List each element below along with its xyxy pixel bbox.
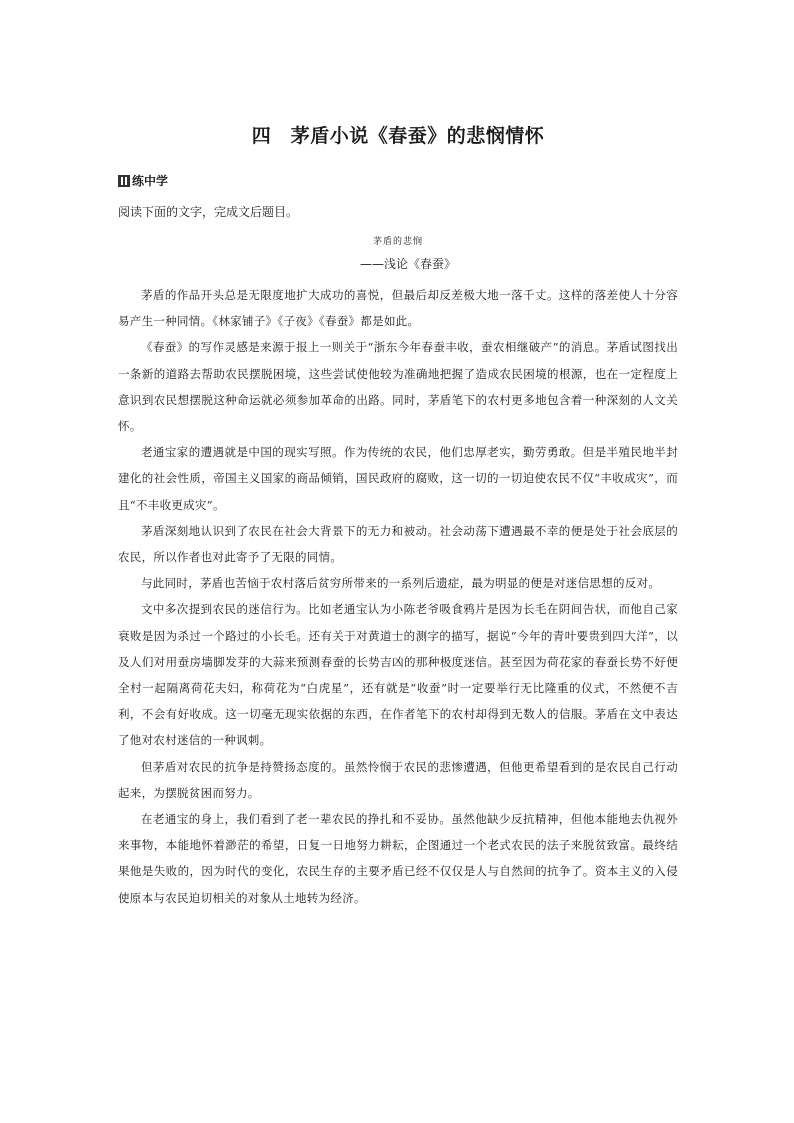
paragraph: 与此同时，茅盾也苦恼于农村落后贫穷所带来的一系列后遗症，最为明显的便是对迷信思想的反对。 [141,576,661,591]
paragraph: 但茅盾对农民的抗争是持赞扬态度的。虽然怜悯于农民的悲惨遭遇，但他更希望看到的是农民自己行动起来，为摆脱贫困而努力。 [118,759,678,800]
article-body [118,282,678,911]
section-marker-icon [118,175,130,187]
paragraph: 茅盾深刻地认识到了农民在社会大背景下的无力和被动。社会动荡下遭遇最不幸的便是处于社会底层的农民，所以作者也对此寄予了无限的同情。 [118,523,678,565]
section-label-text: 练中学 [132,174,169,188]
paragraph: 文中多次提到农民的迷信行为。比如老通宝认为小陈老爷吸食鸦片是因为长毛在阴间告状，而他自己家衰败是因为杀过一个路过的小长毛。还有关于对黄道士的测字的描写，据说“今年的青叶要贵到四大洋”，以及人们对用蚕房墙脚发芽的大蒜来预测春蚕的长势吉凶的那种极度迷信。甚至因为荷花家的春蚕长势不好便全村一起隔离荷花夫妇，称荷花为“白虎星”，还有就是“收蚕”时一定要举行无比隆重的仪式，不然便不吉利，不会有好收成。这一切毫无现实依据的东西，在作者笔下的农村却得到无数人的信服。茅盾在文中表达了他对农村迷信的一种讽刺。 [118,602,678,748]
paragraph: 茅盾的作品开头总是无限度地扩大成功的喜悦，但最后却反差极大地一落千丈。这样的落差使人十分容易产生一种同情。《林家铺子》《子夜》《春蚕》都是如此。 [118,288,678,329]
paragraph: 《春蚕》的写作灵感是来源于报上一则关于“浙东今年春蚕丰收，蚕农相继破产”的消息。茅盾试图找出一条新的道路去帮助农民摆脱困境，这些尝试使他较为准确地把握了造成农民困境的根源，也在一定程度上意识到农民想摆脱这种命运就必须参加革命的出路。同时，茅盾笔下的农村更多地包含着一种深刻的人文关怀。 [118,340,678,434]
page-title: 四 茅盾小说《春蚕》的悲悯情怀 [251,125,545,147]
section-label [118,172,168,189]
article-subtitle: ——浅论《春蚕》 [359,257,456,271]
paragraph: 老通宝家的遭遇就是中国的现实写照。作为传统的农民，他们忠厚老实，勤劳勇敢。但是半殖民地半封建化的社会性质，帝国主义国家的商品倾销，国民政府的腐败，这一切的一切迫使农民不仅“丰收成灾”，而且“不丰收更成灾”。 [118,445,678,512]
paragraph: 在老通宝的身上，我们看到了老一辈农民的挣扎和不妥协。虽然他缺少反抗精神，但他本能地去仇视外来事物，本能地怀着渺茫的希望，日复一日地努力耕耘，企图通过一个老式农民的法子来脱贫致富。最终结果他是失败的，因为时代的变化，农民生存的主要矛盾已经不仅仅是人与自然间的抗争了。资本主义的入侵使原本与农民迫切相关的对象从土地转为经济。 [118,812,678,905]
article-title: 茅盾的悲悯 [372,237,423,247]
document-page [118,0,678,1123]
instruction-text: 阅读下面的文字，完成文后题目。 [118,205,299,219]
